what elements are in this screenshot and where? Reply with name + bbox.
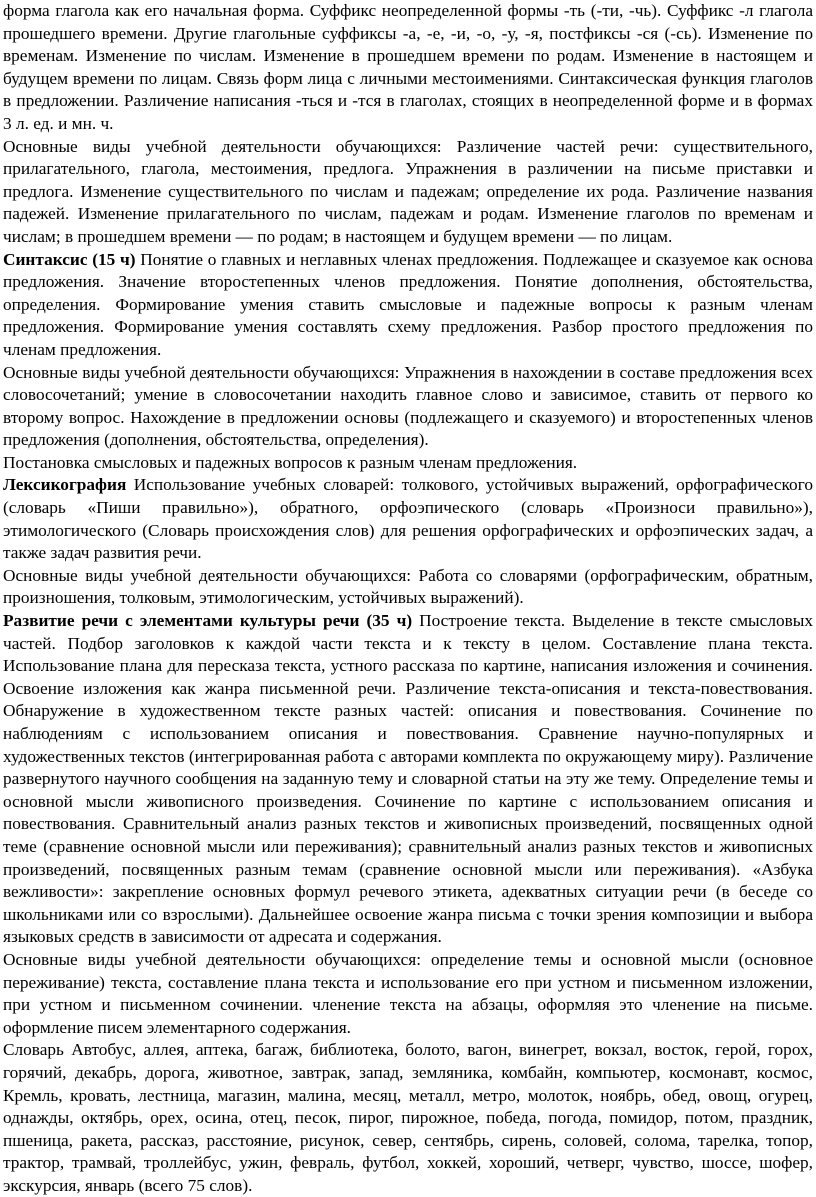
paragraph-text: Словарь Автобус, аллея, аптека, багаж, библиотека, болото, вагон, винегрет, вокзал, восток, герой, горох, горячий, декабрь, дорога, животное, завтрак, запад, земляника, комбайн, компьютер, космонавт, космос, Кремль, кровать, лестница, магазин, малина, месяц, металл, метро, молоток, ноябрь, обед, овощ, огурец, однажды, октябрь, орех, осина, отец, песок, пирог, пирожное, победа, погода, помидор, потом, праздник, пшеница, ракета, рассказ, расстояние, рисунок, север, сентябрь, сирень, соловей, солома, тарелка, топор, трактор, трамвай, троллейбус, ужин, февраль, футбол, хоккей, хороший, четверг, чувство, шоссе, шофер, экскурсия, январь (всего 75 слов). [3, 1040, 813, 1195]
paragraph-text: Использование учебных словарей: толкового, устойчивых выражений, орфографического (словарь «Пиши правильно»), обратного, орфоэпического (словарь «Произноси правильно»), этимологического (Словарь происхождения слов) для решения орфографических и орфоэпических задач, а также задач развития речи. [3, 475, 813, 563]
paragraph-text: форма глагола как его начальная форма. Суффикс неопределенной формы -ть (-ти, -чь). Суффикс -л глагола прошедшего времени. Другие глагольные суффиксы -а, -е, -и, -о, -у, -я, постфиксы -ся (-сь). Изменение по временам. Изменение по числам. Изменение в прошедшем времени по родам. Изменение в настоящем и будущем времени по лицам. Связь форм лица с личными местоимениями. Синтаксическая функция глаголов в предложении. Различение написания -ться и -тся в глаголах, стоящих в неопределенной форме и в формах 3 л. ед. и мн. ч. [3, 1, 813, 133]
paragraph-text: Постановка смысловых и падежных вопросов к разным членам предложения. [3, 452, 578, 472]
paragraph-text: Основные виды учебной деятельности обучающихся: определение темы и основной мысли (основное переживание) текста, составление плана текста и использование его при устном и письменном изложении, при устном и письменном сочинении. членение текста на абзацы, оформляя это членение на письме. оформление писем элементарного содержания. [3, 949, 813, 1037]
section-heading-lexicography: Лексикография [3, 475, 127, 495]
paragraph-vocabulary [3, 1039, 813, 1197]
paragraph-syntax [3, 249, 813, 362]
paragraph-activities-text [3, 949, 813, 1039]
paragraph-text: Основные виды учебной деятельности обучающихся: Работа со словарями (орфографическим, обратным, произношения, толковым, этимологическим, устойчивых выражений). [3, 565, 813, 608]
paragraph-text: Понятие о главных и неглавных членах предложения. Подлежащее и сказуемое как основа предложения. Значение второстепенных членов предложения. Понятие дополнения, обстоятельства, определения. Формирование умения ставить смысловые и падежные вопросы к разным членам предложения. Формирование умения составлять схему предложения. Разбор простого предложения по членам предложения. [3, 249, 813, 359]
paragraph-verb-forms [3, 0, 813, 136]
paragraph-text: Основные виды учебной деятельности обучающихся: Различение частей речи: существительного, прилагательного, глагола, местоимения, предлога. Упражнения в различении на письме приставки и предлога. Изменение существительного по числам и падежам; определение их рода. Различение названия падежей. Изменение прилагательного по числам, падежам и родам. Изменение глаголов по временам и числам; в прошедшем времени — по родам; в настоящем и будущем времени — по лицам. [3, 136, 813, 246]
section-heading-syntax: Синтаксис (15 ч) [3, 249, 136, 269]
paragraph-questions [3, 452, 813, 475]
section-heading-speech-development: Развитие речи с элементами культуры речи (35 ч) [3, 611, 413, 631]
paragraph-activities-syntax [3, 362, 813, 452]
paragraph-speech-development [3, 610, 813, 949]
paragraph-text: Построение текста. Выделение в тексте смысловых частей. Подбор заголовков к каждой части текста и к тексту в целом. Составление плана текста. Использование плана для пересказа текста, устного рассказа по картине, написания изложения и сочинения. Освоение изложения как жанра письменной речи. Различение текста-описания и текста-повествования. Обнаружение в художественном тексте разных частей: описания и повествования. Сочинение по наблюдениям с использованием описания и повествования. Сравнение научно-популярных и художественных текстов (интегрированная работа с авторами комплекта по окружающему миру). Различение развернутого научного сообщения на заданную тему и словарной статьи на эту же тему. Определение темы и основной мысли живописного произведения. Сочинение по картине с использованием описания и повествования. Сравнительный анализ разных текстов и живописных произведений, посвященных одной теме (сравнение основной мысли или переживания); сравнительный анализ разных текстов и живописных произведений, посвященных разным темам (сравнение основной мысли или переживания). «Азбука вежливости»: закрепление основных формул речевого этикета, адекватных ситуации речи (в беседе со школьниками или со взрослыми). Дальнейшее освоение жанра письма с точки зрения композиции и выбора языковых средств в зависимости от адресата и содержания. [3, 611, 813, 947]
paragraph-lexicography [3, 474, 813, 564]
paragraph-text: Основные виды учебной деятельности обучающихся: Упражнения в нахождении в составе предложения всех словосочетаний; умение в словосочетании находить главное слово и зависимое, ставить от первого ко второму вопрос. Нахождение в предложении основы (подлежащего и сказуемого) и второстепенных членов предложения (дополнения, обстоятельства, определения). [3, 362, 813, 450]
paragraph-activities-dictionaries [3, 565, 813, 610]
paragraph-activities-parts-of-speech [3, 136, 813, 249]
